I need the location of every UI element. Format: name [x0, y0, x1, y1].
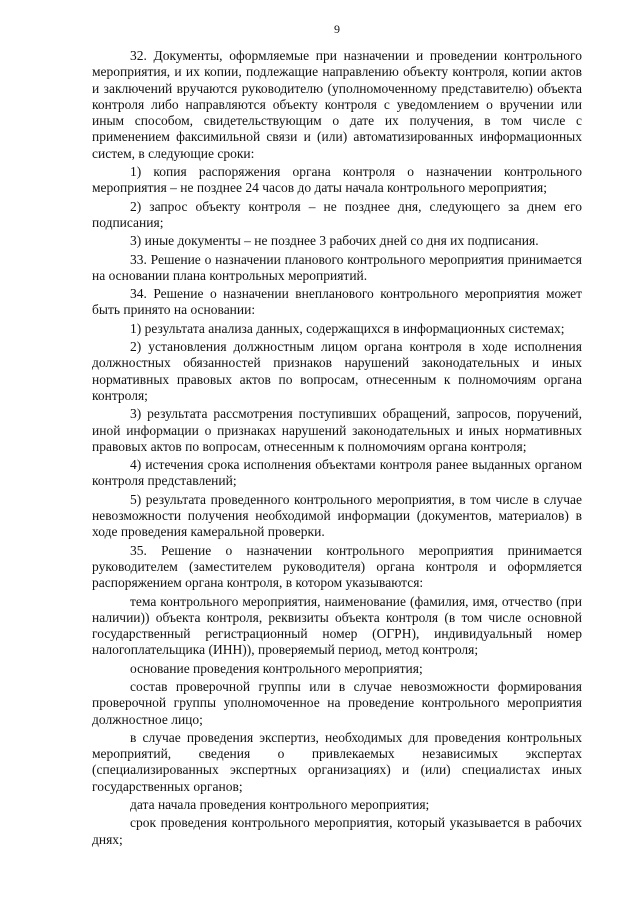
list-item: тема контрольного мероприятия, наименование (фамилия, имя, отчество (при наличии)) объекта контроля, реквизиты объекта контроля (в том числе основной государственный регистрационный номер (ОГРН), индивидуальный номер налогоплательщика (ИНН)), проверяемый период, метод контроля;	[92, 593, 582, 658]
list-item: состав проверочной группы или в случае невозможности формирования проверочной группы уполномоченное на проведение контрольного мероприятия должностное лицо;	[92, 678, 582, 727]
list-item: 1) копия распоряжения органа контроля о назначении контрольного мероприятия – не позднее 24 часов до даты начала контрольного мероприятия;	[92, 164, 582, 196]
list-item: дата начала проведения контрольного мероприятия;	[130, 797, 430, 813]
paragraph: 32. Документы, оформляемые при назначении и проведении контрольного мероприятия, и их копии, подлежащие направлению объекту контроля, копии актов и заключений вручаются руководителю (уполномоченному представителю) объекта контроля либо направляются объекту контроля с уведомлением о вручении или иным способом, свидетельствующим о дате их получения, в том числе с применением факсимильной связи и (или) автоматизированных информационных систем, в следующие сроки:	[92, 48, 582, 161]
document-body	[92, 48, 582, 848]
paragraph: 34. Решение о назначении внепланового контрольного мероприятия может быть принято на основании:	[92, 286, 582, 318]
paragraph: 35. Решение о назначении контрольного мероприятия принимается руководителем (заместителем руководителя) органа контроля и оформляется распоряжением органа контроля, в котором указываются:	[92, 542, 582, 591]
list-item: в случае проведения экспертиз, необходимых для проведения контрольных мероприятий, сведения о привлекаемых независимых экспертах (специализированных экспертных организациях) и (или) специалистах иных государственных органов;	[92, 729, 582, 794]
list-item: 3) результата рассмотрения поступивших обращений, запросов, поручений, иной информации о признаках нарушений законодательных и иных нормативных правовых актов по вопросам, отнесенным к полномочиям органа контроля;	[92, 406, 582, 454]
list-item: основание проведения контрольного мероприятия;	[130, 660, 423, 676]
list-item: 3) иные документы – не позднее 3 рабочих дней со дня их подписания.	[130, 233, 539, 249]
list-item: 2) установления должностным лицом органа контроля в ходе исполнения должностных обязанностей признаков нарушений законодательных и иных нормативных правовых актов по вопросам, отнесенным к полномочиям органа контроля;	[92, 339, 582, 403]
list-item: срок проведения контрольного мероприятия, который указывается в рабочих днях;	[92, 815, 582, 847]
list-item: 4) истечения срока исполнения объектами контроля ранее выданных органом контроля представлений;	[92, 457, 582, 489]
list-item: 2) запрос объекту контроля – не позднее дня, следующего за днем его подписания;	[92, 198, 582, 230]
list-item: 1) результата анализа данных, содержащихся в информационных системах;	[130, 320, 565, 336]
list-item: 5) результата проведенного контрольного мероприятия, в том числе в случае невозможности получения необходимой информации (документов, материалов) в ходе проведения камеральной проверки.	[92, 491, 582, 540]
page-number: 9	[334, 22, 340, 36]
paragraph: 33. Решение о назначении планового контрольного мероприятия принимается на основании плана контрольных мероприятий.	[92, 251, 582, 283]
